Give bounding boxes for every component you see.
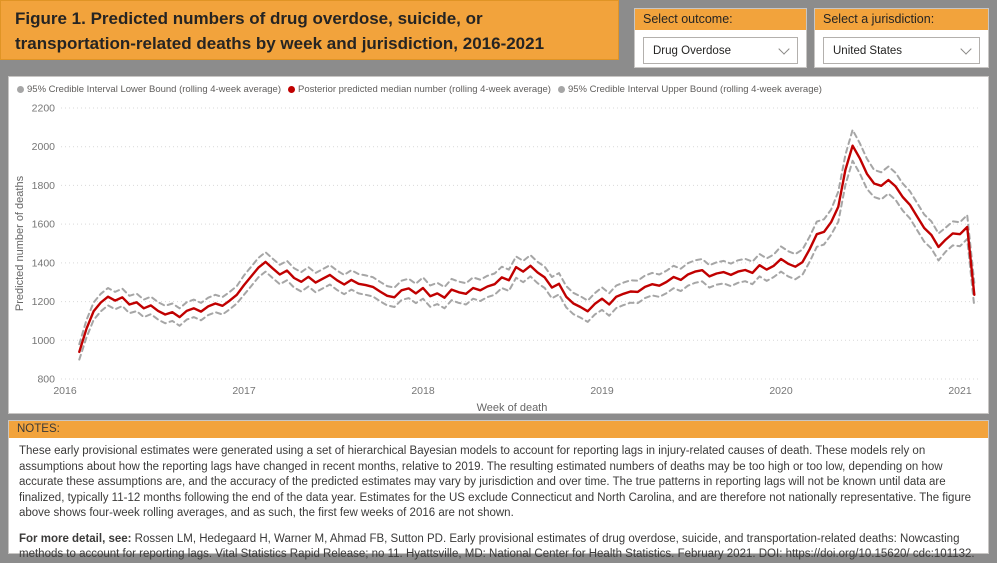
- notes-body: [9, 438, 988, 563]
- legend-label: Posterior predicted median number (rolling 4-week average): [298, 84, 551, 95]
- svg-text:2018: 2018: [411, 385, 435, 397]
- legend-item-upper-bound[interactable]: [558, 84, 822, 95]
- jurisdiction-selector-label: Select a jurisdiction:: [815, 9, 988, 30]
- outcome-selector-label: Select outcome:: [635, 9, 806, 30]
- notes-heading: NOTES:: [9, 421, 988, 438]
- svg-text:Week of death: Week of death: [476, 402, 548, 413]
- legend-label: 95% Credible Interval Lower Bound (rolling 4-week average): [27, 84, 281, 95]
- outcome-dropdown[interactable]: [643, 37, 798, 64]
- upper-bound-line: [79, 130, 974, 344]
- notes-citation: [19, 532, 978, 563]
- outcome-selector-panel: [634, 8, 807, 68]
- notes-citation-text: Rossen LM, Hedegaard H, Warner M, Ahmad FB, Sutton PD. Early provisional estimates of drug overdose, suicide, and transportation-related deaths: Nowcasting methods to account for reporting lags. Vital Statistics Rapid Release; no 11. Hyattsville, MD: National Center for Health Statistics. February 2021. DOI: https://doi.org/10.15620/ cdc:101132.: [19, 532, 975, 560]
- lower-bound-line: [79, 161, 974, 360]
- svg-text:2021: 2021: [948, 385, 972, 397]
- chevron-down-icon: [778, 43, 789, 54]
- svg-text:2000: 2000: [31, 141, 55, 154]
- svg-text:2020: 2020: [769, 385, 793, 397]
- svg-text:2016: 2016: [53, 385, 77, 397]
- legend-marker-icon: [558, 86, 565, 93]
- legend-label: 95% Credible Interval Upper Bound (rolling 4-week average): [567, 84, 822, 95]
- jurisdiction-selector-panel: [814, 8, 989, 68]
- chart-legend: [17, 84, 822, 95]
- svg-text:Predicted number of deaths: Predicted number of deaths: [14, 175, 26, 312]
- svg-text:2017: 2017: [232, 385, 256, 397]
- legend-marker-icon: [17, 86, 24, 93]
- svg-text:1800: 1800: [31, 179, 55, 192]
- notes-citation-prefix: For more detail, see:: [19, 532, 132, 545]
- svg-text:1000: 1000: [31, 334, 55, 347]
- legend-item-median[interactable]: [288, 84, 551, 95]
- chart-panel: [8, 76, 989, 414]
- notes-paragraph: These early provisional estimates were generated using a set of hierarchical Bayesian models to account for reporting lags in injury-related causes of death. These models rely on assumptions about how the reporting lags have changed in recent months, relative to 2019. The resulting estimated numbers of deaths may be too high or too low, depending on how accurate these assumptions are, and the accuracy of the predicted estimates may vary by jurisdiction and over time. The true patterns in reporting lags will not be known until data are finalized, typically 11-12 months following the end of the data year. Estimates for the US exclude Connecticut and North Carolina, and are therefore not nationally representative. The figure above shows four-week rolling averages, and as such, the first few weeks of 2016 are not shown.: [19, 445, 972, 519]
- notes-panel: [8, 420, 989, 560]
- chart-plot[interactable]: [9, 101, 990, 413]
- legend-item-lower-bound[interactable]: [17, 84, 281, 95]
- figure-title: Figure 1. Predicted numbers of drug overdose, suicide, or transportation-related deaths by week and jurisdiction, 2016-2021: [0, 0, 619, 60]
- svg-text:2200: 2200: [31, 102, 55, 115]
- svg-text:1200: 1200: [31, 296, 55, 309]
- median-line: [79, 146, 974, 352]
- jurisdiction-dropdown[interactable]: [823, 37, 980, 64]
- svg-text:2019: 2019: [590, 385, 614, 397]
- svg-text:1400: 1400: [31, 257, 55, 270]
- chevron-down-icon: [960, 43, 971, 54]
- svg-text:800: 800: [37, 373, 55, 386]
- outcome-dropdown-value: Drug Overdose: [653, 44, 731, 57]
- legend-marker-icon: [288, 86, 295, 93]
- svg-text:1600: 1600: [31, 218, 55, 231]
- jurisdiction-dropdown-value: United States: [833, 44, 903, 57]
